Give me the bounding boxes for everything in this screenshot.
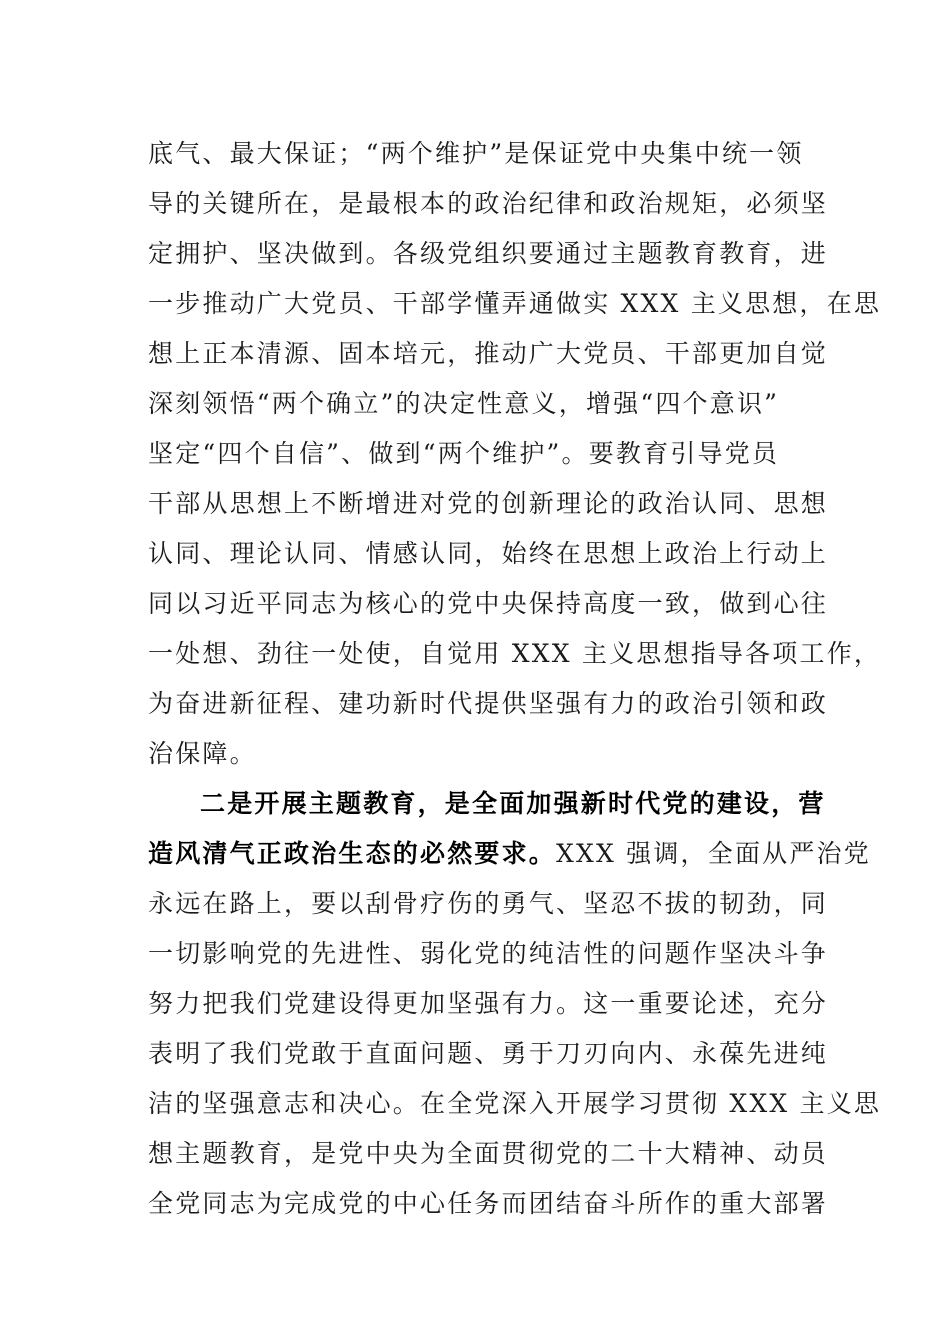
text-line: 干部从思想上不断增进对党的创新理论的政治认同、思想 <box>148 489 829 518</box>
text-line: 治保障。 <box>148 739 257 768</box>
paragraph-2 <box>148 779 882 1229</box>
text-line: 认同、理论认同、情感认同，始终在思想上政治上行动上 <box>148 539 829 568</box>
paragraph-heading-line: 二是开展主题教育，是全面加强新时代党的建设，营 <box>200 789 826 818</box>
paragraph-heading-end: 造风清气正政治生态的必然要求。 <box>148 839 557 868</box>
text-line: 底气、最大保证；“两个维护”是保证党中央集中统一领 <box>148 139 804 168</box>
text-line-rest: XXX 强调，全面从严治党 <box>556 839 871 868</box>
text-line: 永远在路上，要以刮骨疗伤的勇气、坚忍不拔的韧劲，同 <box>148 889 829 918</box>
text-line: 定拥护、坚决做到。各级党组织要通过主题教育教育，进 <box>148 239 829 268</box>
paragraph-1 <box>148 129 882 779</box>
text-line: 洁的坚强意志和决心。在全党深入开展学习贯彻 XXX 主义思 <box>148 1089 882 1118</box>
text-line: 导的关键所在，是最根本的政治纪律和政治规矩，必须坚 <box>148 189 829 218</box>
text-line: 为奋进新征程、建功新时代提供坚强有力的政治引领和政 <box>148 689 829 718</box>
text-line: 想上正本清源、固本培元，推动广大党员、干部更加自觉 <box>148 339 829 368</box>
text-line: 表明了我们党敢于直面问题、勇于刀刃向内、永葆先进纯 <box>148 1039 829 1068</box>
text-line: 同以习近平同志为核心的党中央保持高度一致，做到心往 <box>148 589 829 618</box>
text-line: 一处想、劲往一处使，自觉用 XXX 主义思想指导各项工作， <box>148 639 882 668</box>
text-line: 一步推动广大党员、干部学懂弄通做实 XXX 主义思想，在思 <box>148 289 882 318</box>
text-line: 深刻领悟“两个确立”的决定性意义，增强“四个意识” <box>148 389 780 418</box>
text-line <box>148 829 871 879</box>
text-line: 努力把我们党建设得更加坚强有力。这一重要论述，充分 <box>148 989 829 1018</box>
text-line: 全党同志为完成党的中心任务而团结奋斗所作的重大部署 <box>148 1189 829 1218</box>
text-line: 坚定“四个自信”、做到“两个维护”。要教育引导党员 <box>148 439 780 468</box>
text-line: 一切影响党的先进性、弱化党的纯洁性的问题作坚决斗争 <box>148 939 829 968</box>
text-line: 想主题教育，是党中央为全面贯彻党的二十大精神、动员 <box>148 1139 829 1168</box>
